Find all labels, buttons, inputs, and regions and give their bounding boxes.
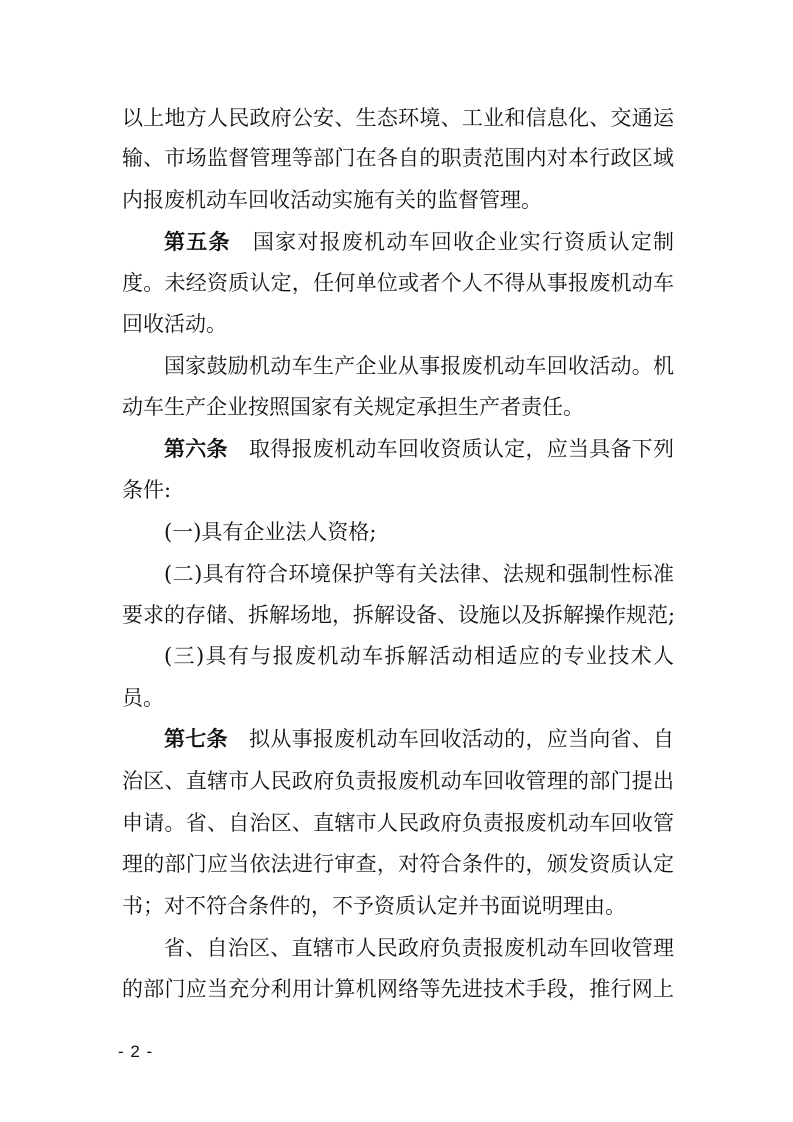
article-heading: 第五条 — [164, 229, 231, 254]
body-text: 拟从事报废机动车回收活动的，应当向省、自 — [248, 727, 675, 751]
page-number: - 2 - — [118, 1042, 154, 1061]
body-line: 度。未经资质认定，任何单位或者个人不得从事报废机动车 — [122, 271, 674, 295]
list-item: (一)具有企业法人资格; — [164, 520, 377, 544]
body-line: 要求的存储、拆解场地，拆解设备、设施以及拆解操作规范; — [122, 603, 676, 627]
article-7-line — [164, 719, 674, 759]
body-line: 治区、直辖市人民政府负责报废机动车回收管理的部门提出 — [122, 769, 674, 793]
body-line: 内报废机动车回收活动实施有关的监督管理。 — [122, 188, 542, 212]
list-item: (二)具有符合环境保护等有关法律、法规和强制性标准 — [164, 562, 674, 586]
body-line: 回收活动。 — [122, 312, 227, 336]
article-heading: 第六条 — [164, 436, 228, 461]
article-6-line — [164, 429, 674, 469]
body-line: 申请。省、自治区、直辖市人民政府负责报废机动车回收管 — [122, 811, 674, 835]
body-line: 输、市场监督管理等部门在各自的职责范围内对本行政区域 — [122, 146, 674, 170]
body-line: 省、自治区、直辖市人民政府负责报废机动车回收管理 — [164, 936, 674, 960]
article-heading: 第七条 — [164, 726, 228, 751]
body-text: 取得报废机动车回收资质认定，应当具备下列 — [248, 437, 675, 461]
body-line: 以上地方人民政府公安、生态环境、工业和信息化、交通运 — [122, 106, 674, 130]
list-item: (三)具有与报废机动车拆解活动相适应的专业技术人 — [164, 644, 674, 668]
body-line: 书；对不符合条件的，不予资质认定并书面说明理由。 — [122, 894, 626, 918]
body-line: 员。 — [122, 686, 164, 710]
body-line: 理的部门应当依法进行审查，对符合条件的，颁发资质认定 — [122, 852, 674, 876]
body-text: 国家对报废机动车回收企业实行资质认定制 — [251, 230, 675, 254]
body-line: 动车生产企业按照国家有关规定承担生产者责任。 — [122, 395, 584, 419]
body-line: 国家鼓励机动车生产企业从事报废机动车回收活动。机 — [164, 354, 674, 378]
article-5-line — [164, 222, 674, 262]
body-line: 的部门应当充分利用计算机网络等先进技术手段，推行网上 — [122, 977, 674, 1001]
body-line: 条件: — [122, 478, 172, 502]
